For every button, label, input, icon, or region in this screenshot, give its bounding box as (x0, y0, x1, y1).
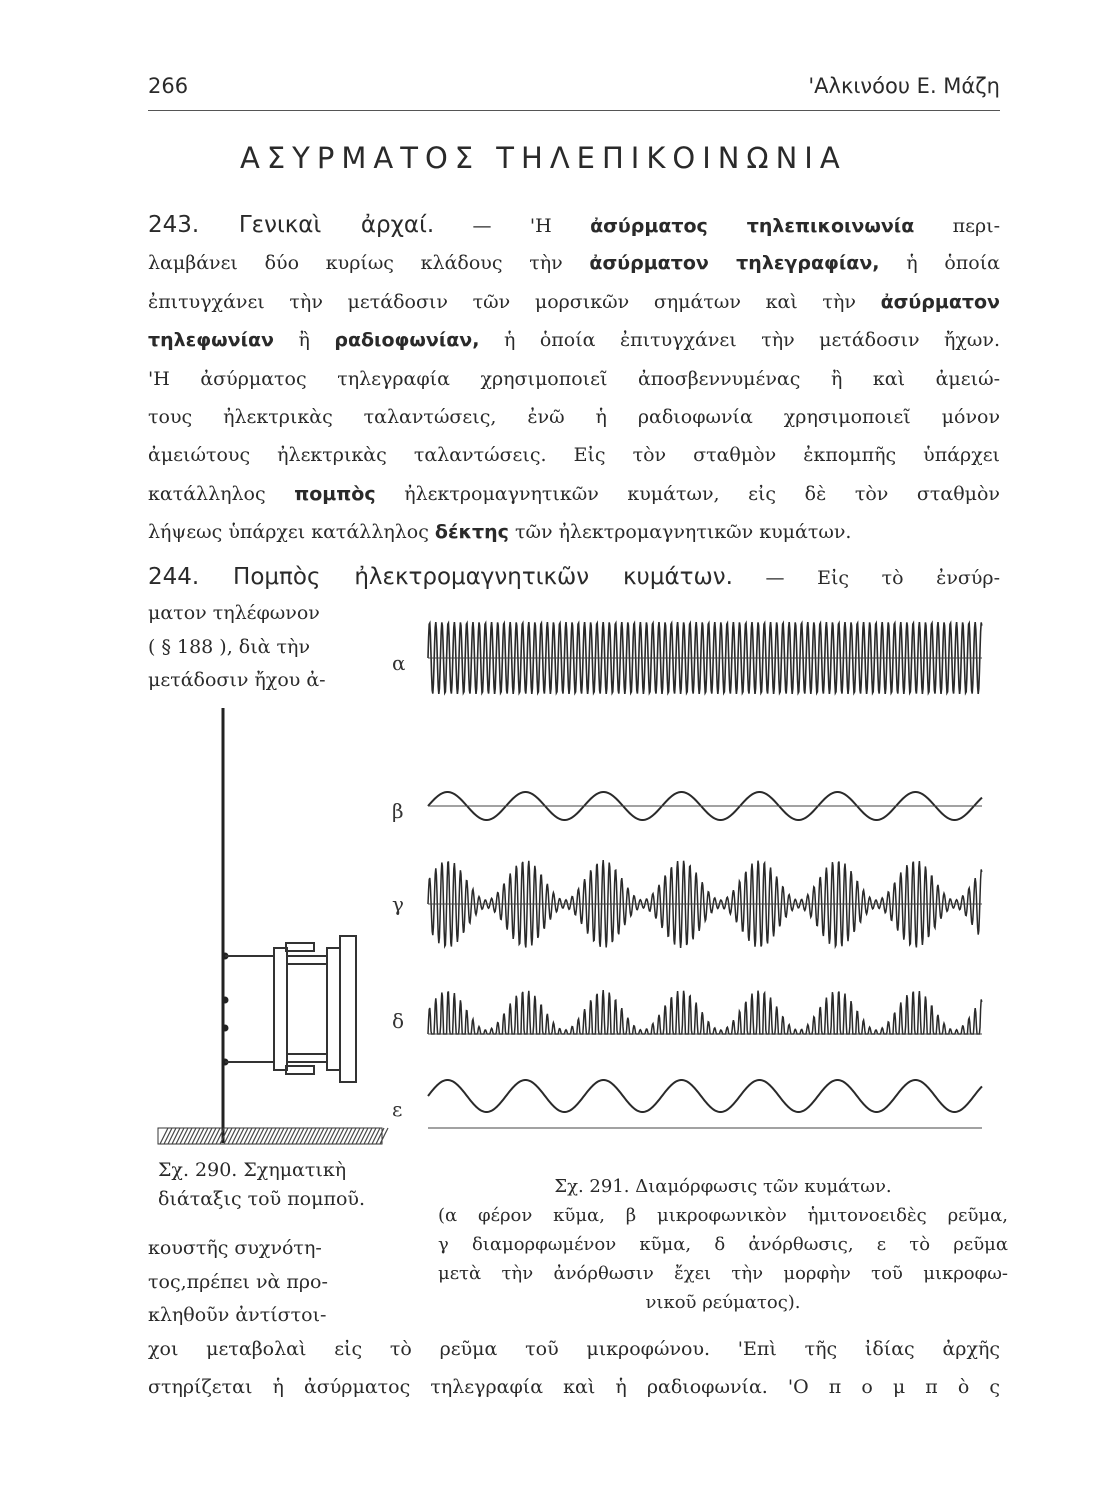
rectified-current-wave (428, 1080, 982, 1112)
text-line: 'Η ἀσύρματος τηλεγραφία χρησιμοποιεῖ ἀποσβεννυμένας ἢ καὶ ἀμειώ- (148, 367, 1000, 390)
hatch-stroke (160, 1128, 168, 1144)
text-line: ματον τηλέφωνον (148, 602, 320, 624)
caption-title: Σχ. 291. Διαμόρφωσις τῶν κυμάτων. (554, 1176, 892, 1197)
caption-line: (α φέρον κῦμα, β μικροφωνικὸν ἡμιτονοειδὲς ρεῦμα, (438, 1205, 1008, 1226)
hatch-stroke (184, 1128, 192, 1144)
hatch-stroke (176, 1128, 184, 1144)
text-line: 243. Γενικαὶ ἀρχαί. — 'Η ἀσύρματος τηλεπικοινωνία περι- (148, 212, 1000, 238)
hatch-stroke (360, 1128, 368, 1144)
text-line: λαμβάνει δύο κυρίως κλάδους τὴν ἀσύρματον τηλεγραφίαν, ἡ ὁποία (148, 252, 1000, 275)
junction-dot (222, 997, 229, 1004)
hatch-stroke (304, 1128, 312, 1144)
hatch-stroke (348, 1128, 356, 1144)
section-244-narrow-text (148, 597, 370, 698)
hatch-stroke (212, 1128, 220, 1144)
hatch-stroke (312, 1128, 320, 1144)
wave-label-delta: δ (392, 1009, 405, 1033)
page-number: 266 (148, 74, 189, 98)
running-head-author: 'Αλκινόου Ε. Μάζη (808, 74, 1000, 98)
rectified-wave (428, 990, 982, 1034)
wave-label-alpha: α (392, 651, 406, 675)
hatch-stroke (192, 1128, 200, 1144)
hatch-stroke (264, 1128, 272, 1144)
hatch-stroke (316, 1128, 324, 1144)
hatch-stroke (240, 1128, 248, 1144)
text-line: ἀμειώτους ἠλεκτρικὰς ταλαντώσεις. Εἰς τὸν σταθμὸν ἐκπομπῆς ὑπάρχει (148, 444, 1000, 467)
wave-label-beta: β (392, 799, 404, 823)
text-line: τηλεφωνίαν ἢ ραδιοφωνίαν, ἡ ὁποία ἐπιτυγχάνει τὴν μετάδοσιν ἤχων. (148, 329, 1000, 352)
hatch-stroke (352, 1128, 360, 1144)
hatch-stroke (268, 1128, 276, 1144)
coil-assembly (225, 936, 356, 1082)
hatch-stroke (292, 1128, 300, 1144)
hatch-stroke (248, 1128, 256, 1144)
hatch-stroke (188, 1128, 196, 1144)
hatch-stroke (368, 1128, 376, 1144)
text-line: κουστῆς συχνότη- (148, 1237, 322, 1259)
caption-line: Σχ. 290. Σχηματικὴ (158, 1159, 347, 1181)
text-line: ἐπιτυγχάνει τὴν μετάδοσιν τῶν μορσικῶν σημάτων καὶ τὴν ἀσύρματον (148, 290, 1000, 313)
hatch-stroke (320, 1128, 328, 1144)
hatch-stroke (364, 1128, 372, 1144)
hatch-stroke (300, 1128, 308, 1144)
hatch-stroke (208, 1128, 216, 1144)
text-line: κατάλληλος πομπὸς ἠλεκτρομαγνητικῶν κυμάτων, εἰς δὲ τὸν σταθμὸν (148, 482, 1000, 505)
hatch-stroke (356, 1128, 364, 1144)
wave-label-gamma: γ (392, 892, 404, 916)
hatch-stroke (340, 1128, 348, 1144)
junction-dot (222, 1025, 229, 1032)
hatch-stroke (308, 1128, 316, 1144)
hatch-stroke (256, 1128, 264, 1144)
hatch-stroke (164, 1128, 172, 1144)
hatch-stroke (236, 1128, 244, 1144)
caption-line: μετὰ τὴν ἀνόρθωσιν ἔχει τὴν μορφὴν τοῦ μικροφω- (438, 1263, 1008, 1284)
figure-290-caption (158, 1156, 378, 1214)
section-244 (148, 558, 1000, 596)
hatch-stroke (252, 1128, 260, 1144)
section-heading: 243. Γενικαὶ ἀρχαί. (148, 212, 435, 238)
caption-line: διάταξις τοῦ πομποῦ. (158, 1188, 365, 1210)
hatch-stroke (276, 1128, 284, 1144)
text-line: λήψεως ὑπάρχει κατάλληλος δέκτης τῶν ἠλεκτρομαγνητικῶν κυμάτων. (148, 521, 852, 544)
ground-hatching (158, 1128, 388, 1144)
hatch-stroke (272, 1128, 280, 1144)
hatch-stroke (296, 1128, 304, 1144)
caption-line: γ διαμορφωμένον κῦμα, δ ἀνόρθωσις, ε τὸ ρεῦμα (438, 1234, 1008, 1255)
figure-291-caption (438, 1172, 1008, 1317)
hatch-stroke (172, 1128, 180, 1144)
hatch-stroke (260, 1128, 268, 1144)
hatch-stroke (200, 1128, 208, 1144)
section-244-continuation (148, 1330, 1000, 1407)
hatch-stroke (328, 1128, 336, 1144)
figure-290-antenna-schematic (150, 700, 390, 1160)
hatch-stroke (376, 1128, 384, 1144)
hatch-stroke (280, 1128, 288, 1144)
text-line: χοι μεταβολαὶ εἰς τὸ ρεῦμα τοῦ μικροφώνου. 'Επὶ τῆς ἰδίας ἀρχῆς (148, 1338, 1000, 1360)
hatch-stroke (224, 1128, 232, 1144)
hatch-stroke (196, 1128, 204, 1144)
text-line: τους ἠλεκτρικὰς ταλαντώσεις, ἐνῶ ἡ ραδιοφωνία χρησιμοποιεῖ μόνον (148, 405, 1000, 428)
text-line: στηρίζεται ἡ ἀσύρματος τηλεγραφία καὶ ἡ ραδιοφωνία. 'Ο π ο μ π ὸ ς (148, 1376, 1000, 1399)
hatch-stroke (336, 1128, 344, 1144)
hatch-stroke (324, 1128, 332, 1144)
figure-291-waveforms (392, 618, 992, 1138)
hatch-stroke (168, 1128, 176, 1144)
hatch-stroke (372, 1128, 380, 1144)
hatch-stroke (204, 1128, 212, 1144)
text-line: κληθοῦν ἀντίστοι- (148, 1304, 327, 1326)
section-heading: 244. Πομπὸς ἠλεκτρομαγνητικῶν κυμάτων. (148, 564, 733, 590)
hatch-stroke (380, 1128, 388, 1144)
text-line: ( § 188 ), διὰ τὴν (148, 635, 310, 658)
hatch-stroke (180, 1128, 188, 1144)
chapter-title: ΑΣΥΡΜΑΤΟΣ ΤΗΛΕΠΙΚΟΙΝΩΝΙΑ (240, 141, 847, 175)
hatch-stroke (344, 1128, 352, 1144)
text-line: 244. Πομπὸς ἠλεκτρομαγνητικῶν κυμάτων. — Εἰς τὸ ἐνσύρ- (148, 564, 1000, 590)
section-243 (148, 206, 1000, 552)
hatch-stroke (284, 1128, 292, 1144)
hatch-stroke (244, 1128, 252, 1144)
running-header (148, 74, 1000, 111)
hatch-stroke (332, 1128, 340, 1144)
caption-line: νικοῦ ρεύματος). (645, 1292, 801, 1313)
hatch-stroke (288, 1128, 296, 1144)
section-244-lower-narrow-text (148, 1232, 378, 1333)
text-line: τος,πρέπει νὰ προ- (148, 1270, 328, 1293)
hatch-stroke (228, 1128, 236, 1144)
wave-label-epsilon: ε (392, 1097, 403, 1121)
text-line: μετάδοσιν ἤχου ἀ- (148, 669, 326, 691)
hatch-stroke (232, 1128, 240, 1144)
